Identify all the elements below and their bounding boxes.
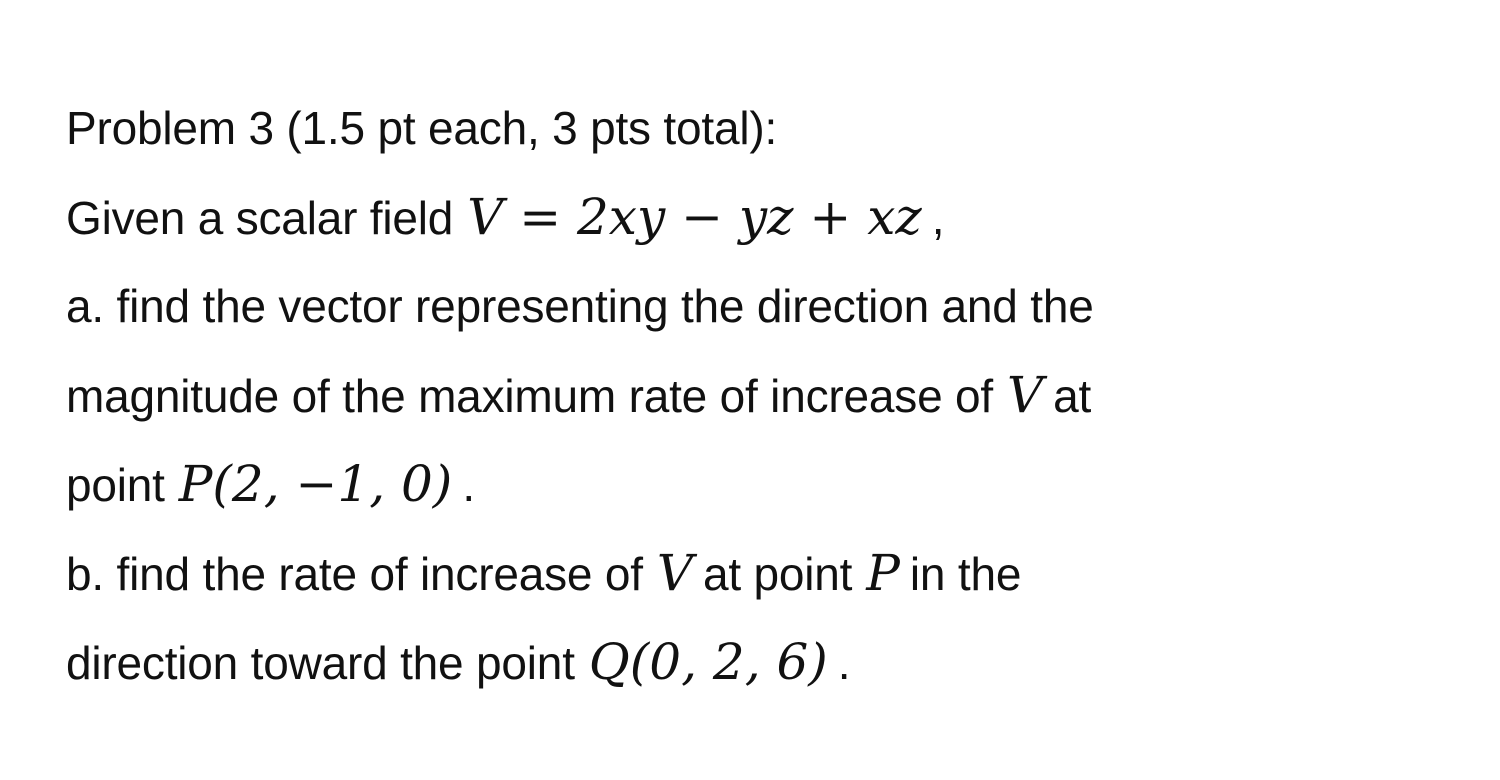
part-b-line-1-prefix: b. find the rate of increase of — [66, 548, 643, 600]
point-p: P(2, −1, 0) — [178, 455, 453, 513]
part-a-line-3 — [66, 440, 1446, 529]
part-a-line-2-suffix: at — [1053, 370, 1092, 422]
part-a-line-3-prefix: point — [66, 459, 165, 511]
problem-document — [66, 84, 1446, 707]
field-equation: V = 2xy − yz + xz — [467, 188, 922, 246]
part-b-line-1 — [66, 529, 1446, 618]
part-b-line-2 — [66, 618, 1446, 707]
part-b-line-2-prefix: direction toward the point — [66, 637, 575, 689]
given-prefix: Given a scalar field — [66, 192, 454, 244]
part-b-line-2-suffix: . — [837, 637, 851, 689]
variable-p: P — [866, 544, 900, 602]
part-b-line-1-mid: at point — [702, 548, 853, 600]
given-suffix: , — [931, 192, 945, 244]
point-q: Q(0, 2, 6) — [588, 633, 828, 691]
variable-v: V — [656, 544, 693, 602]
part-a-line-3-suffix: . — [462, 459, 475, 511]
given-line — [66, 173, 1446, 262]
part-b-line-1-suffix: in the — [909, 548, 1022, 600]
part-a-line-1: a. find the vector representing the direction and the — [66, 280, 1094, 332]
problem-heading: Problem 3 (1.5 pt each, 3 pts total): — [66, 102, 778, 154]
part-a-line-2 — [66, 351, 1446, 440]
variable-v: V — [1007, 366, 1044, 424]
part-a-line-2-prefix: magnitude of the maximum rate of increase of — [66, 370, 993, 422]
